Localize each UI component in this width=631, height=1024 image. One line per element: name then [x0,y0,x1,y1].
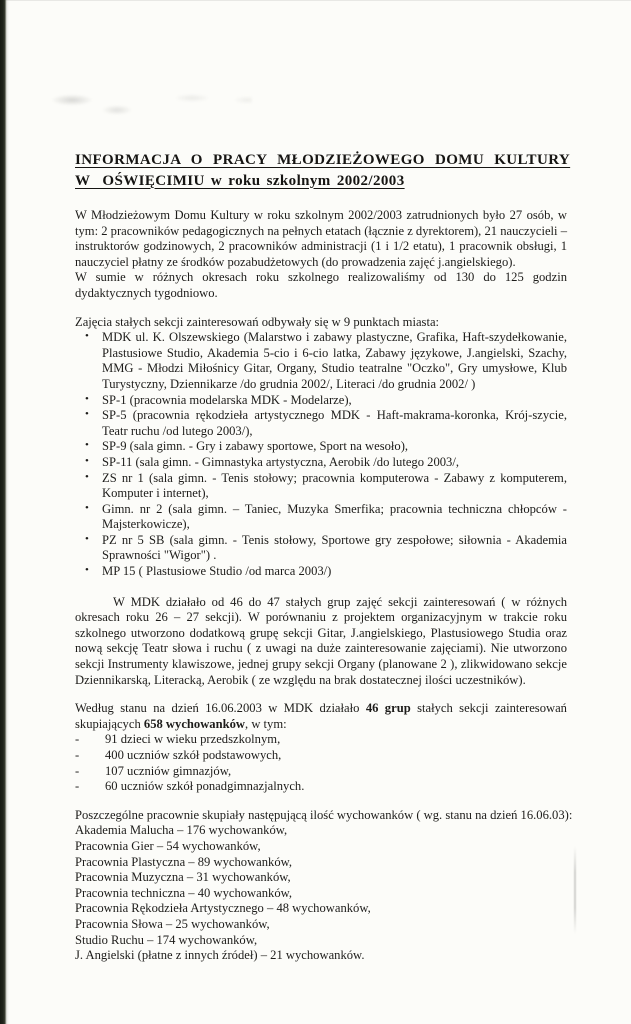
dash-icon: - [75,779,80,794]
stat-item-gimnazjum [75,764,567,780]
workshops-heading: Poszczególne pracownie skupiały następującą ilość wychowanków ( wg. stanu na dzień 16.06.03): [75,807,573,822]
scan-edge-shadow [0,0,9,1024]
document-title [75,150,571,191]
dash-icon: - [75,732,80,747]
location-item-text: SP-9 (sala gimn. - Gry i zabawy sportowe, Sport na wesoło), [102,439,409,454]
workshop-item-studio-ruchu: Studio Ruchu – 174 wychowanków, [75,932,258,947]
bullet-icon: • [85,439,89,452]
location-item-mdk [75,330,567,392]
stats-groups-count: 46 grup [365,701,411,716]
stat-item-preschool [75,732,567,748]
stats-text-mid: stałych sekcji zainteresowań skupiających [75,701,567,731]
workshops-list [75,823,567,963]
location-item-sp5 [75,408,567,439]
workshop-item-akademia-malucha: Akademia Malucha – 176 wychowanków, [75,823,288,838]
workshop-item-pracownia-rekodziela: Pracownia Rękodzieła Artystycznego – 48 wychowanków, [75,901,371,916]
bullet-icon: • [85,564,89,577]
bullet-icon: • [85,392,89,405]
stats-text-suffix: , w tym: [245,716,287,731]
location-item-text: SP-5 (pracownia rękodzieła artystycznego MDK - Haft-makrama-koronka, Krój-szycie, Teatr ruchu /od lutego 2003/), [102,408,567,438]
bullet-icon: • [85,408,89,421]
scan-artifact-streak [574,846,576,934]
bullet-icon: • [85,501,89,514]
workshop-item-j-angielski: J. Angielski (płatne z innych źródeł) – 21 wychowanków. [75,948,365,963]
bullet-icon: • [85,454,89,467]
stat-item-text: 60 uczniów szkół ponadgimnazjalnych. [105,779,305,794]
bullet-icon: • [85,330,89,343]
location-item-zs1 [75,471,567,502]
title-line-2: W OŚWIĘCIMIU w roku szkolnym 2002/2003 [75,172,405,189]
stats-text-prefix: Według stanu na dzień 16.06.2003 w MDK działało [75,701,366,716]
location-item-sp9 [75,439,567,455]
stat-item-primary [75,748,567,764]
location-item-gimn2 [75,502,567,533]
stat-item-secondary [75,779,567,795]
stats-breakdown-list [75,732,567,794]
location-item-sp1 [75,393,567,409]
workshop-item-pracownia-muzyczna: Pracownia Muzyczna – 31 wychowanków, [75,870,291,885]
stats-paragraph [75,701,567,732]
weekly-hours-paragraph: W sumie w różnych okresach roku szkolnego realizowaliśmy od 130 do 125 godzin dydaktycznych tygodniowo. [75,270,567,300]
location-item-text: MP 15 ( Plastusiowe Studio /od marca 2003/) [102,564,332,579]
bullet-icon: • [85,532,89,545]
location-item-pz5sb [75,533,567,564]
location-item-text: SP-11 (sala gimn. - Gimnastyka artystyczna, Aerobik /do lutego 2003/, [102,454,459,469]
groups-summary-paragraph: W MDK działało od 46 do 47 stałych grup zajęć sekcji zainteresowań ( w różnych okresach roku 26 – 27 sekcji). W porównaniu z projektem organizacyjnym w trakcie roku szkolnego utworzono dodatkową grupę sekcji Gitar, J.angielskiego, Plastusiowego Studia oraz nową sekcję Teatr słowa i ruchu ( z uwagi na duże zainteresowanie zajęciami). Nie utworzono sekcji Instrumenty klawiszowe, jednej grupy sekcji Organy (planowane 2 ), zlikwidowano sekcje Dziennikarską, Literacką, Aerobik ( ze względu na brak dostatecznej ilości uczestników). [75,594,567,687]
intro-paragraph: W Młodzieżowym Domu Kultury w roku szkolnym 2002/2003 zatrudnionych było 27 osób, w tym: 2 pracowników pedagogicznych na pełnych etatach (łącznie z dyrektorem), 21 nauczycieli – instruktorów godzinowych, 2 pracowników administracji (1 i 1/2 etatu), 1 pracownik obsługi, 1 nauczyciel płatny ze środków pozabudżetowych (do prowadzenia zajęć j.angielskiego). [75,208,567,269]
stat-item-text: 107 uczniów gimnazjów, [105,763,232,778]
workshop-item-pracownia-plastyczna: Pracownia Plastyczna – 89 wychowanków, [75,854,293,869]
location-item-text: ZS nr 1 (sala gimn. - Tenis stołowy; pracownia komputerowa - Zabawy z komputerem, Komputer i internet), [102,470,567,501]
workshop-item-pracownia-techniczna: Pracownia techniczna – 40 wychowanków, [75,885,293,900]
location-item-text: MDK ul. K. Olszewskiego (Malarstwo i zabawy plastyczne, Grafika, Haft-szydełkowanie, Plastusiowe Studio, Akademia 5-cio i 6-cio latka, Zabawy językowe, J.angielski, Szachy, MMG - Młodzi Miłośnicy Gitar, Organy, Studio teatralne "Oczko", Gry umysłowe, Klub Turystyczny, Dziennikarze /do grudnia 2002/, Literaci /do grudnia 2002/ ) [102,330,567,391]
locations-list [75,330,567,580]
locations-heading: Zajęcia stałych sekcji zainteresowań odbywały się w 9 punktach miasta: [75,314,440,329]
title-line-1: INFORMACJA O PRACY MŁODZIEŻOWEGO DOMU KULTURY [75,152,571,168]
stats-pupils-count: 658 wychowanków [143,716,246,731]
stat-item-text: 400 uczniów szkół podstawowych, [105,748,282,762]
ink-bleed-smudge [42,88,252,122]
bullet-icon: • [85,470,89,483]
dash-icon: - [75,748,80,762]
document-content [75,150,573,964]
location-item-sp11 [75,455,567,471]
workshop-item-pracownia-slowa: Pracownia Słowa – 25 wychowanków, [75,916,270,931]
location-item-text: Gimn. nr 2 (sala gimn. – Taniec, Muzyka Smerfika; pracownia techniczna chłopców - Majsterkowicze), [102,501,567,532]
workshop-item-pracownia-gier: Pracownia Gier – 54 wychowanków, [75,838,261,853]
stat-item-text: 91 dzieci w wieku przedszkolnym, [105,732,281,747]
location-item-mp15 [75,564,567,580]
location-item-text: SP-1 (pracownia modelarska MDK - Modelarze), [102,392,352,407]
dash-icon: - [75,763,80,778]
location-item-text: PZ nr 5 SB (sala gimn. - Tenis stołowy, Sportowe gry zespołowe; siłownia - Akademia Sprawności "Wigor") . [102,532,567,563]
